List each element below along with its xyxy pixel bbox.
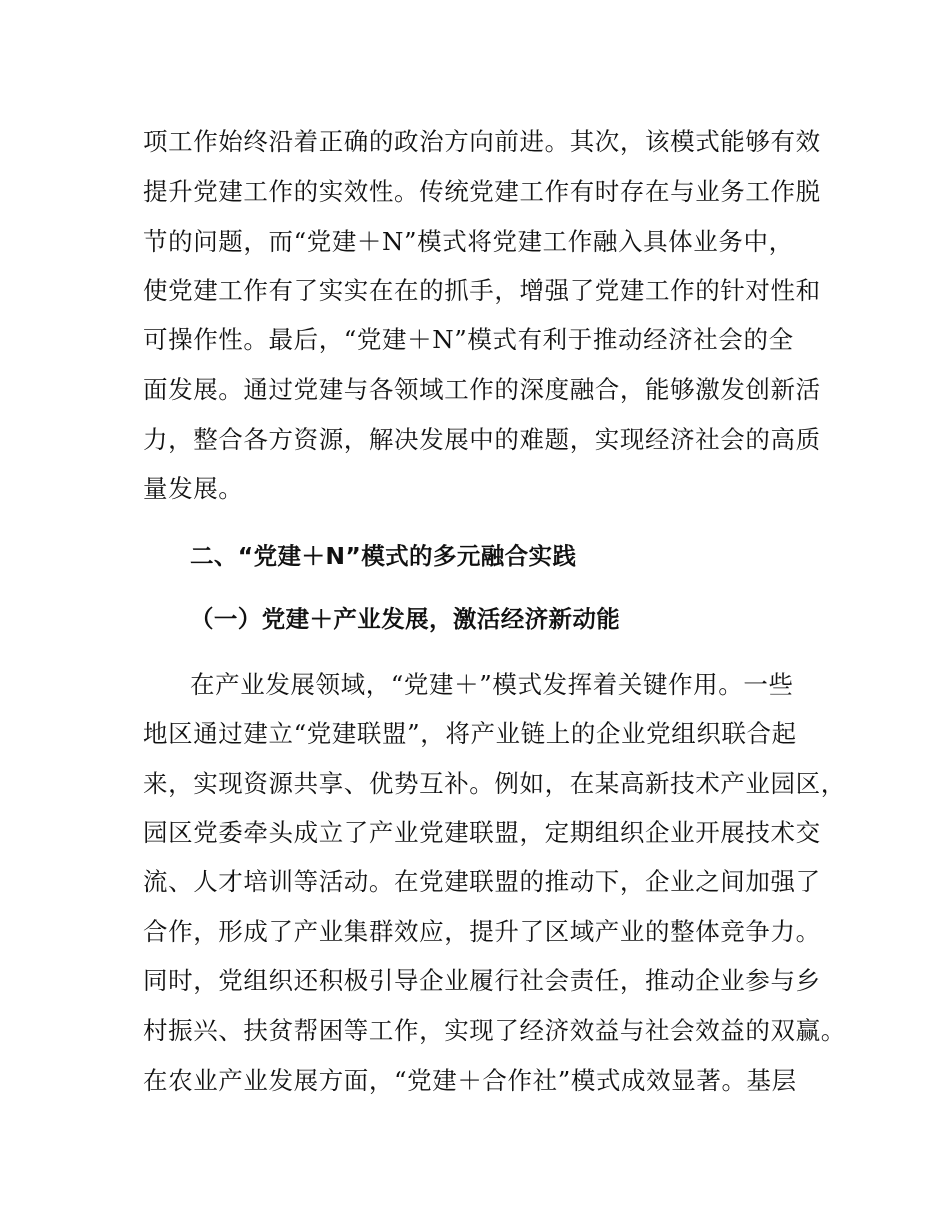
paragraph-1-line-3: 节的问题，而“党建＋N”模式将党建工作融入具体业务中， [143, 227, 794, 256]
paragraph-1-line-4: 使党建工作有了实实在在的抓手，增强了党建工作的针对性和 [143, 276, 821, 305]
section-heading: 二、“党建＋N”模式的多元融合实践 [190, 542, 577, 570]
paragraph-1-line-1: 项工作始终沿着正确的政治方向前进。其次，该模式能够有效 [143, 127, 821, 156]
paragraph-1-line-5: 可操作性。最后，“党建＋N”模式有利于推动经济社会的全 [143, 325, 794, 354]
paragraph-2-line-6: 合作，形成了产业集群效应，提升了区域产业的整体竞争力。 [143, 917, 821, 946]
paragraph-1-line-7: 力，整合各方资源，解决发展中的难题，实现经济社会的高质 [143, 425, 821, 454]
paragraph-2-line-4: 园区党委牵头成立了产业党建联盟，定期组织企业开展技术交 [143, 818, 821, 847]
paragraph-2-line-5: 流、人才培训等活动。在党建联盟的推动下，企业之间加强了 [143, 867, 821, 896]
paragraph-2-line-9: 在农业产业发展方面，“党建＋合作社”模式成效显著。基层 [143, 1066, 797, 1095]
paragraph-1-line-2: 提升党建工作的实效性。传统党建工作有时存在与业务工作脱 [143, 177, 821, 206]
paragraph-1-line-8: 量发展。 [143, 474, 244, 503]
paragraph-1-line-6: 面发展。通过党建与各领域工作的深度融合，能够激发创新活 [143, 375, 821, 404]
paragraph-2-line-3: 来，实现资源共享、优势互补。例如，在某高新技术产业园区， [143, 769, 846, 798]
paragraph-2-line-8: 村振兴、扶贫帮困等工作，实现了经济效益与社会效益的双赢。 [143, 1016, 846, 1045]
paragraph-2-line-2: 地区通过建立“党建联盟”，将产业链上的企业党组织联合起 [143, 719, 797, 748]
paragraph-2-line-7: 同时，党组织还积极引导企业履行社会责任，推动企业参与乡 [143, 966, 821, 995]
subsection-heading: （一）党建＋产业发展，激活经济新动能 [190, 605, 621, 633]
paragraph-2-line-1: 在产业发展领域，“党建＋”模式发挥着关键作用。一些 [190, 670, 794, 699]
